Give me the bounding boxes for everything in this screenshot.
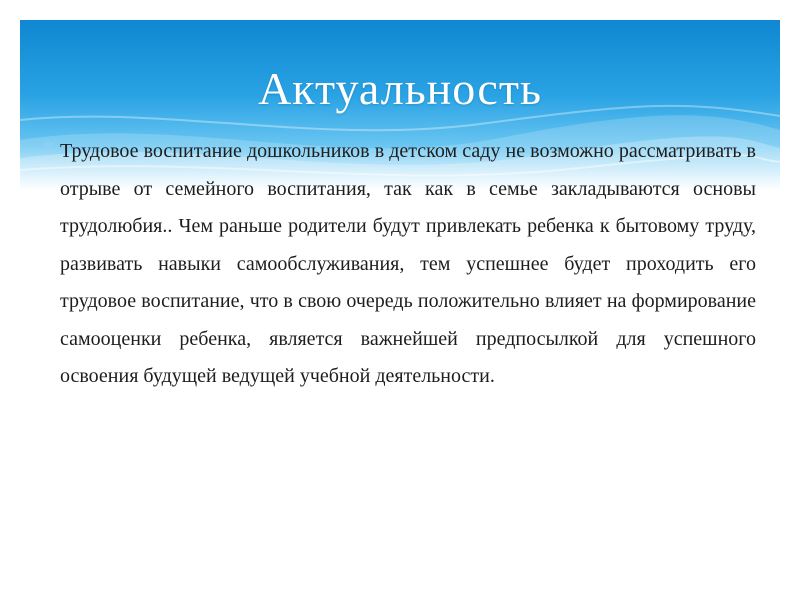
slide-title: Актуальность [258,63,542,114]
snowflake-bullet-icon [42,139,54,151]
content-block [42,133,756,396]
body-paragraph: Трудовое воспитание дошкольников в детском саду не возможно рассматривать в отрыве от семейного воспитания, так как в семье закладываются основы трудолюбия.. Чем раньше родители будут привлекать ребенка к бытовому труду, развивать навыки самообслуживания, тем успешнее будет проходить его трудовое воспитание, что в свою очередь положительно влияет на формирование самооценки ребенка, является важнейшей предпосылкой для успешного освоения будущей ведущей учебной деятельности. [60,140,756,387]
slide [20,20,780,580]
